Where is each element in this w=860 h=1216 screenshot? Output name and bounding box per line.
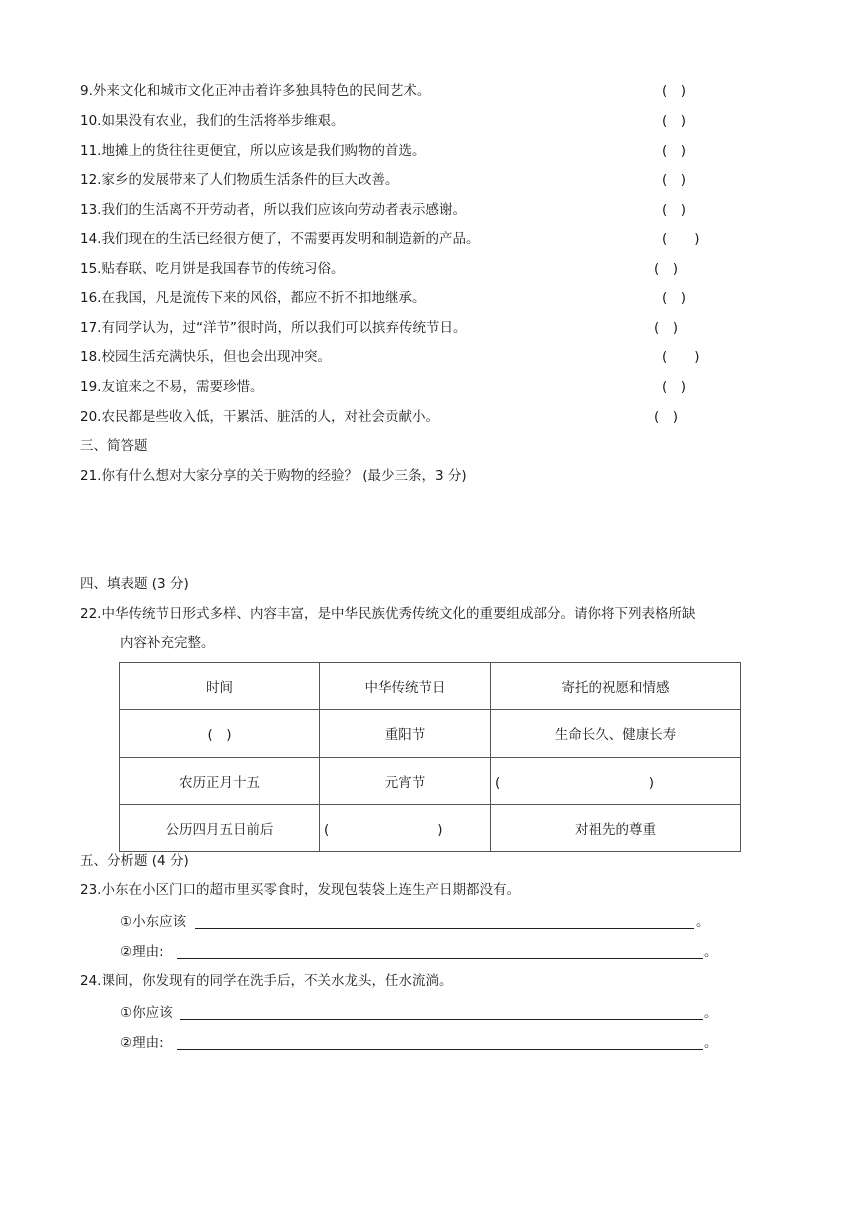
question-21: 21.你有什么想对大家分享的关于购物的经验？ (最少三条，3 分) [80, 468, 467, 484]
tf-item-16: 16.在我国，凡是流传下来的风俗，都应不折不扣地继承。 [80, 290, 426, 306]
answer-paren-15[interactable]: ( ) [654, 261, 679, 277]
q24-action-label: ①你应该 [120, 1005, 173, 1021]
tf-item-17: 17.有同学认为，过“洋节”很时尚，所以我们可以摈弃传统节日。 [80, 320, 467, 336]
table-header-wish: 寄托的祝愿和情感 [491, 663, 741, 710]
answer-paren-18[interactable]: ( ) [662, 349, 700, 365]
table-row [120, 710, 741, 757]
table-cell-blank-festival[interactable]: ( ) [320, 804, 491, 851]
answer-paren-9[interactable]: ( ) [662, 83, 687, 99]
tf-item-11: 11.地摊上的货往往更便宜，所以应该是我们购物的首选。 [80, 143, 426, 159]
q24-reason-label: ②理由: [120, 1035, 164, 1051]
table-row [120, 757, 741, 804]
answer-paren-20[interactable]: ( ) [654, 409, 679, 425]
answer-paren-19[interactable]: ( ) [662, 379, 687, 395]
tf-item-12: 12.家乡的发展带来了人们物质生活条件的巨大改善。 [80, 172, 399, 188]
festival-table [119, 662, 741, 852]
q23-reason-answer-line[interactable] [177, 958, 703, 959]
answer-paren-11[interactable]: ( ) [662, 143, 687, 159]
tf-item-15: 15.贴春联、吃月饼是我国春节的传统习俗。 [80, 261, 345, 277]
answer-paren-17[interactable]: ( ) [654, 320, 679, 336]
table-row [120, 804, 741, 851]
tf-item-13: 13.我们的生活离不开劳动者，所以我们应该向劳动者表示感谢。 [80, 202, 466, 218]
tf-item-18: 18.校园生活充满快乐，但也会出现冲突。 [80, 349, 331, 365]
table-cell: 元宵节 [320, 757, 491, 804]
end-mark: 。 [704, 1005, 718, 1021]
answer-paren-14[interactable]: ( ) [662, 231, 700, 247]
tf-item-9: 9.外来文化和城市文化正冲击着许多独具特色的民间艺术。 [80, 83, 431, 99]
table-cell-blank-wish[interactable]: ( ) [491, 757, 741, 804]
answer-paren-16[interactable]: ( ) [662, 290, 687, 306]
table-cell: 公历四月五日前后 [120, 804, 320, 851]
end-mark: 。 [704, 944, 718, 960]
section-title-short-answer: 三、简答题 [80, 438, 148, 454]
section-title-analysis: 五、分析题 (4 分) [80, 853, 189, 869]
q24-action-answer-line[interactable] [180, 1019, 703, 1020]
question-24: 24.课间，你发现有的同学在洗手后，不关水龙头，任水流淌。 [80, 973, 453, 989]
table-cell-blank-time[interactable]: ( ) [120, 710, 320, 757]
q24-reason-answer-line[interactable] [177, 1049, 703, 1050]
table-cell: 生命长久、健康长寿 [491, 710, 741, 757]
question-22-line1: 22.中华传统节日形式多样、内容丰富，是中华民族优秀传统文化的重要组成部分。请你将下列表格所缺 [80, 606, 696, 622]
table-header-row [120, 663, 741, 710]
answer-paren-12[interactable]: ( ) [662, 172, 687, 188]
question-23: 23.小东在小区门口的超市里买零食时，发现包装袋上连生产日期都没有。 [80, 882, 520, 898]
tf-item-20: 20.农民都是些收入低，干累活、脏活的人，对社会贡献小。 [80, 409, 439, 425]
tf-item-10: 10.如果没有农业，我们的生活将举步维艰。 [80, 113, 345, 129]
table-cell: 对祖先的尊重 [491, 804, 741, 851]
end-mark: 。 [696, 914, 710, 930]
table-cell: 重阳节 [320, 710, 491, 757]
q23-reason-label: ②理由: [120, 944, 164, 960]
table-cell: 农历正月十五 [120, 757, 320, 804]
section-title-fill-table: 四、填表题 (3 分) [80, 576, 189, 592]
table-header-time: 时间 [120, 663, 320, 710]
table-header-festival: 中华传统节日 [320, 663, 491, 710]
question-22-line2: 内容补充完整。 [120, 635, 215, 651]
end-mark: 。 [704, 1035, 718, 1051]
answer-paren-13[interactable]: ( ) [662, 202, 687, 218]
q23-action-answer-line[interactable] [195, 928, 694, 929]
tf-item-14: 14.我们现在的生活已经很方便了，不需要再发明和制造新的产品。 [80, 231, 480, 247]
tf-item-19: 19.友谊来之不易，需要珍惜。 [80, 379, 264, 395]
answer-paren-10[interactable]: ( ) [662, 113, 687, 129]
q23-action-label: ①小东应该 [120, 914, 187, 930]
